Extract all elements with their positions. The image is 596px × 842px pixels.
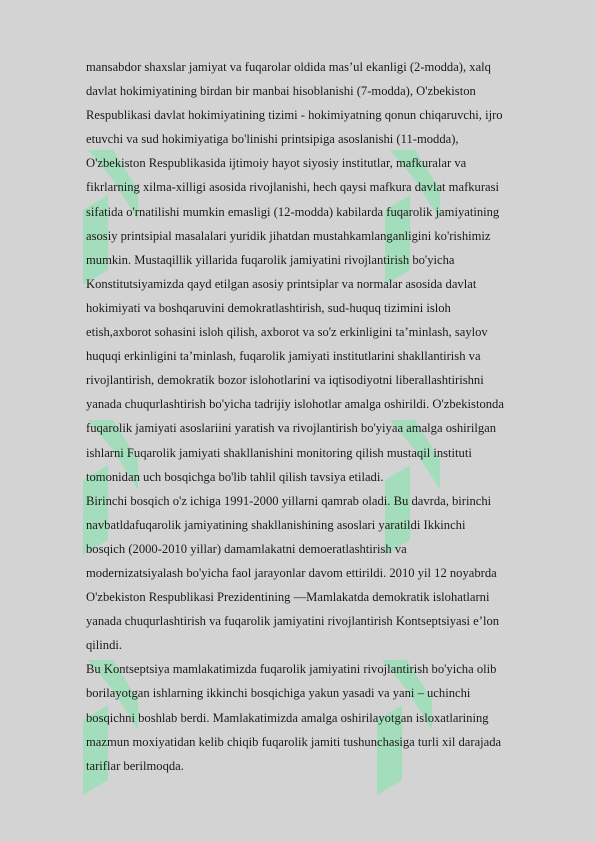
text-line: mumkin. Mustaqillik yillarida fuqarolik jamiyatini rivojlantirish bo'yicha <box>86 252 455 267</box>
text-line: sifatida o'rnatilishi mumkin emasligi (12-modda) kabilarda fuqarolik jamiyatining <box>86 204 500 219</box>
text-line: Konstitutsiyamizda qayd etilgan asosiy printsiplar va normalar asosida davlat <box>86 276 477 291</box>
text-line: bosqichni boshlab berdi. Mamlakatimizda amalga oshirilayotgan isloxatlarining <box>86 710 489 725</box>
text-line: etish,axborot sohasini isloh qilish, axborot va so'z erkinligini ta’minlash, saylov <box>86 325 488 340</box>
text-line: fikrlarning xilma-xilligi asosida rivojlanishi, hech qaysi mafkura davlat mafkurasi <box>86 180 500 195</box>
text-line: tomonidan uch bosqichga bo'lib tahlil qilish tavsiya etiladi. <box>86 469 384 484</box>
text-line: hokimiyati va boshqaruvini demokratlashtirish, sud-huquq tizimini isloh <box>86 300 451 315</box>
text-line: qilindi. <box>86 638 123 653</box>
text-line: O'zbekiston Respublikasida ijtimoiy hayot siyosiy institutlar, mafkuralar va <box>86 156 467 171</box>
text-line: fuqarolik jamiyati asoslariini yaratish va rivojlantirish bo'yiyaa amalga oshirilgan <box>86 421 497 436</box>
text-line: modernizatsiyalash bo'yicha faol jarayonlar davom ettirildi. 2010 yil 12 noyabrda <box>86 565 497 580</box>
text-line: mansabdor shaxslar jamiyat va fuqarolar oldida mas’ul ekanligi (2-modda), xalq <box>86 60 491 74</box>
text-line: Bu Kontseptsiya mamlakatimizda fuqarolik jamiyatini rivojlantirish bo'yicha olib <box>86 662 497 677</box>
text-line: O'zbekiston Respublikasi Prezidentining —Mamlakatda demokratik islohatlarni <box>86 590 490 605</box>
text-line: yanada chuqurlashtirish bo'yicha tadrijiy islohotlar amalga oshirildi. O'zbekistonda <box>86 397 504 412</box>
text-line: Respublikasi davlat hokimiyatining tizimi - hokimiyatning qonun chiqaruvchi, ijro <box>86 108 503 123</box>
text-line: asosiy printsipial masalalari yuridik jihatdan mustahkamlanganligini ko'rishimiz <box>86 228 491 243</box>
text-line: etuvchi va sud hokimiyatiga bo'linishi printsipiga asoslanishi (11-modda), <box>86 132 459 147</box>
text-line: navbatldafuqarolik jamiyatining shakllanishining asoslari yaratildi Ikkinchi <box>86 517 466 532</box>
text-line: ishlarni Fuqarolik jamiyati shakllanishini monitoring qilish mustaqil instituti <box>86 445 472 460</box>
text-line: tariflar berilmoqda. <box>86 758 184 773</box>
text-line: yanada chuqurlashtirish va fuqarolik jamiyatini rivojlantirish Kontseptsiyasi e’lon <box>86 614 500 629</box>
body-text <box>86 55 548 778</box>
text-line: Birinchi bosqich o'z ichiga 1991-2000 yillarni qamrab oladi. Bu davrda, birinchi <box>86 493 492 508</box>
text-line: davlat hokimiyatining birdan bir manbai hisoblanishi (7-modda), O'zbekiston <box>86 84 476 99</box>
text-line: huquqi erkinligini ta’minlash, fuqarolik jamiyati institutlarini shakllantirish va <box>86 349 481 364</box>
text-line: borilayotgan ishlarning ikkinchi bosqichiga yakun yasadi va yani – uchinchi <box>86 686 471 701</box>
text-line: rivojlantirish, demokratik bozor islohotlarini va iqtisodiyotni liberallashtirishni <box>86 373 484 388</box>
text-line: bosqich (2000-2010 yillar) damamlakatni demoeratlashtirish va <box>86 541 407 556</box>
text-line: mazmun moxiyatidan kelib chiqib fuqarolik jamiti tushunchasiga turli xil darajada <box>86 734 502 749</box>
